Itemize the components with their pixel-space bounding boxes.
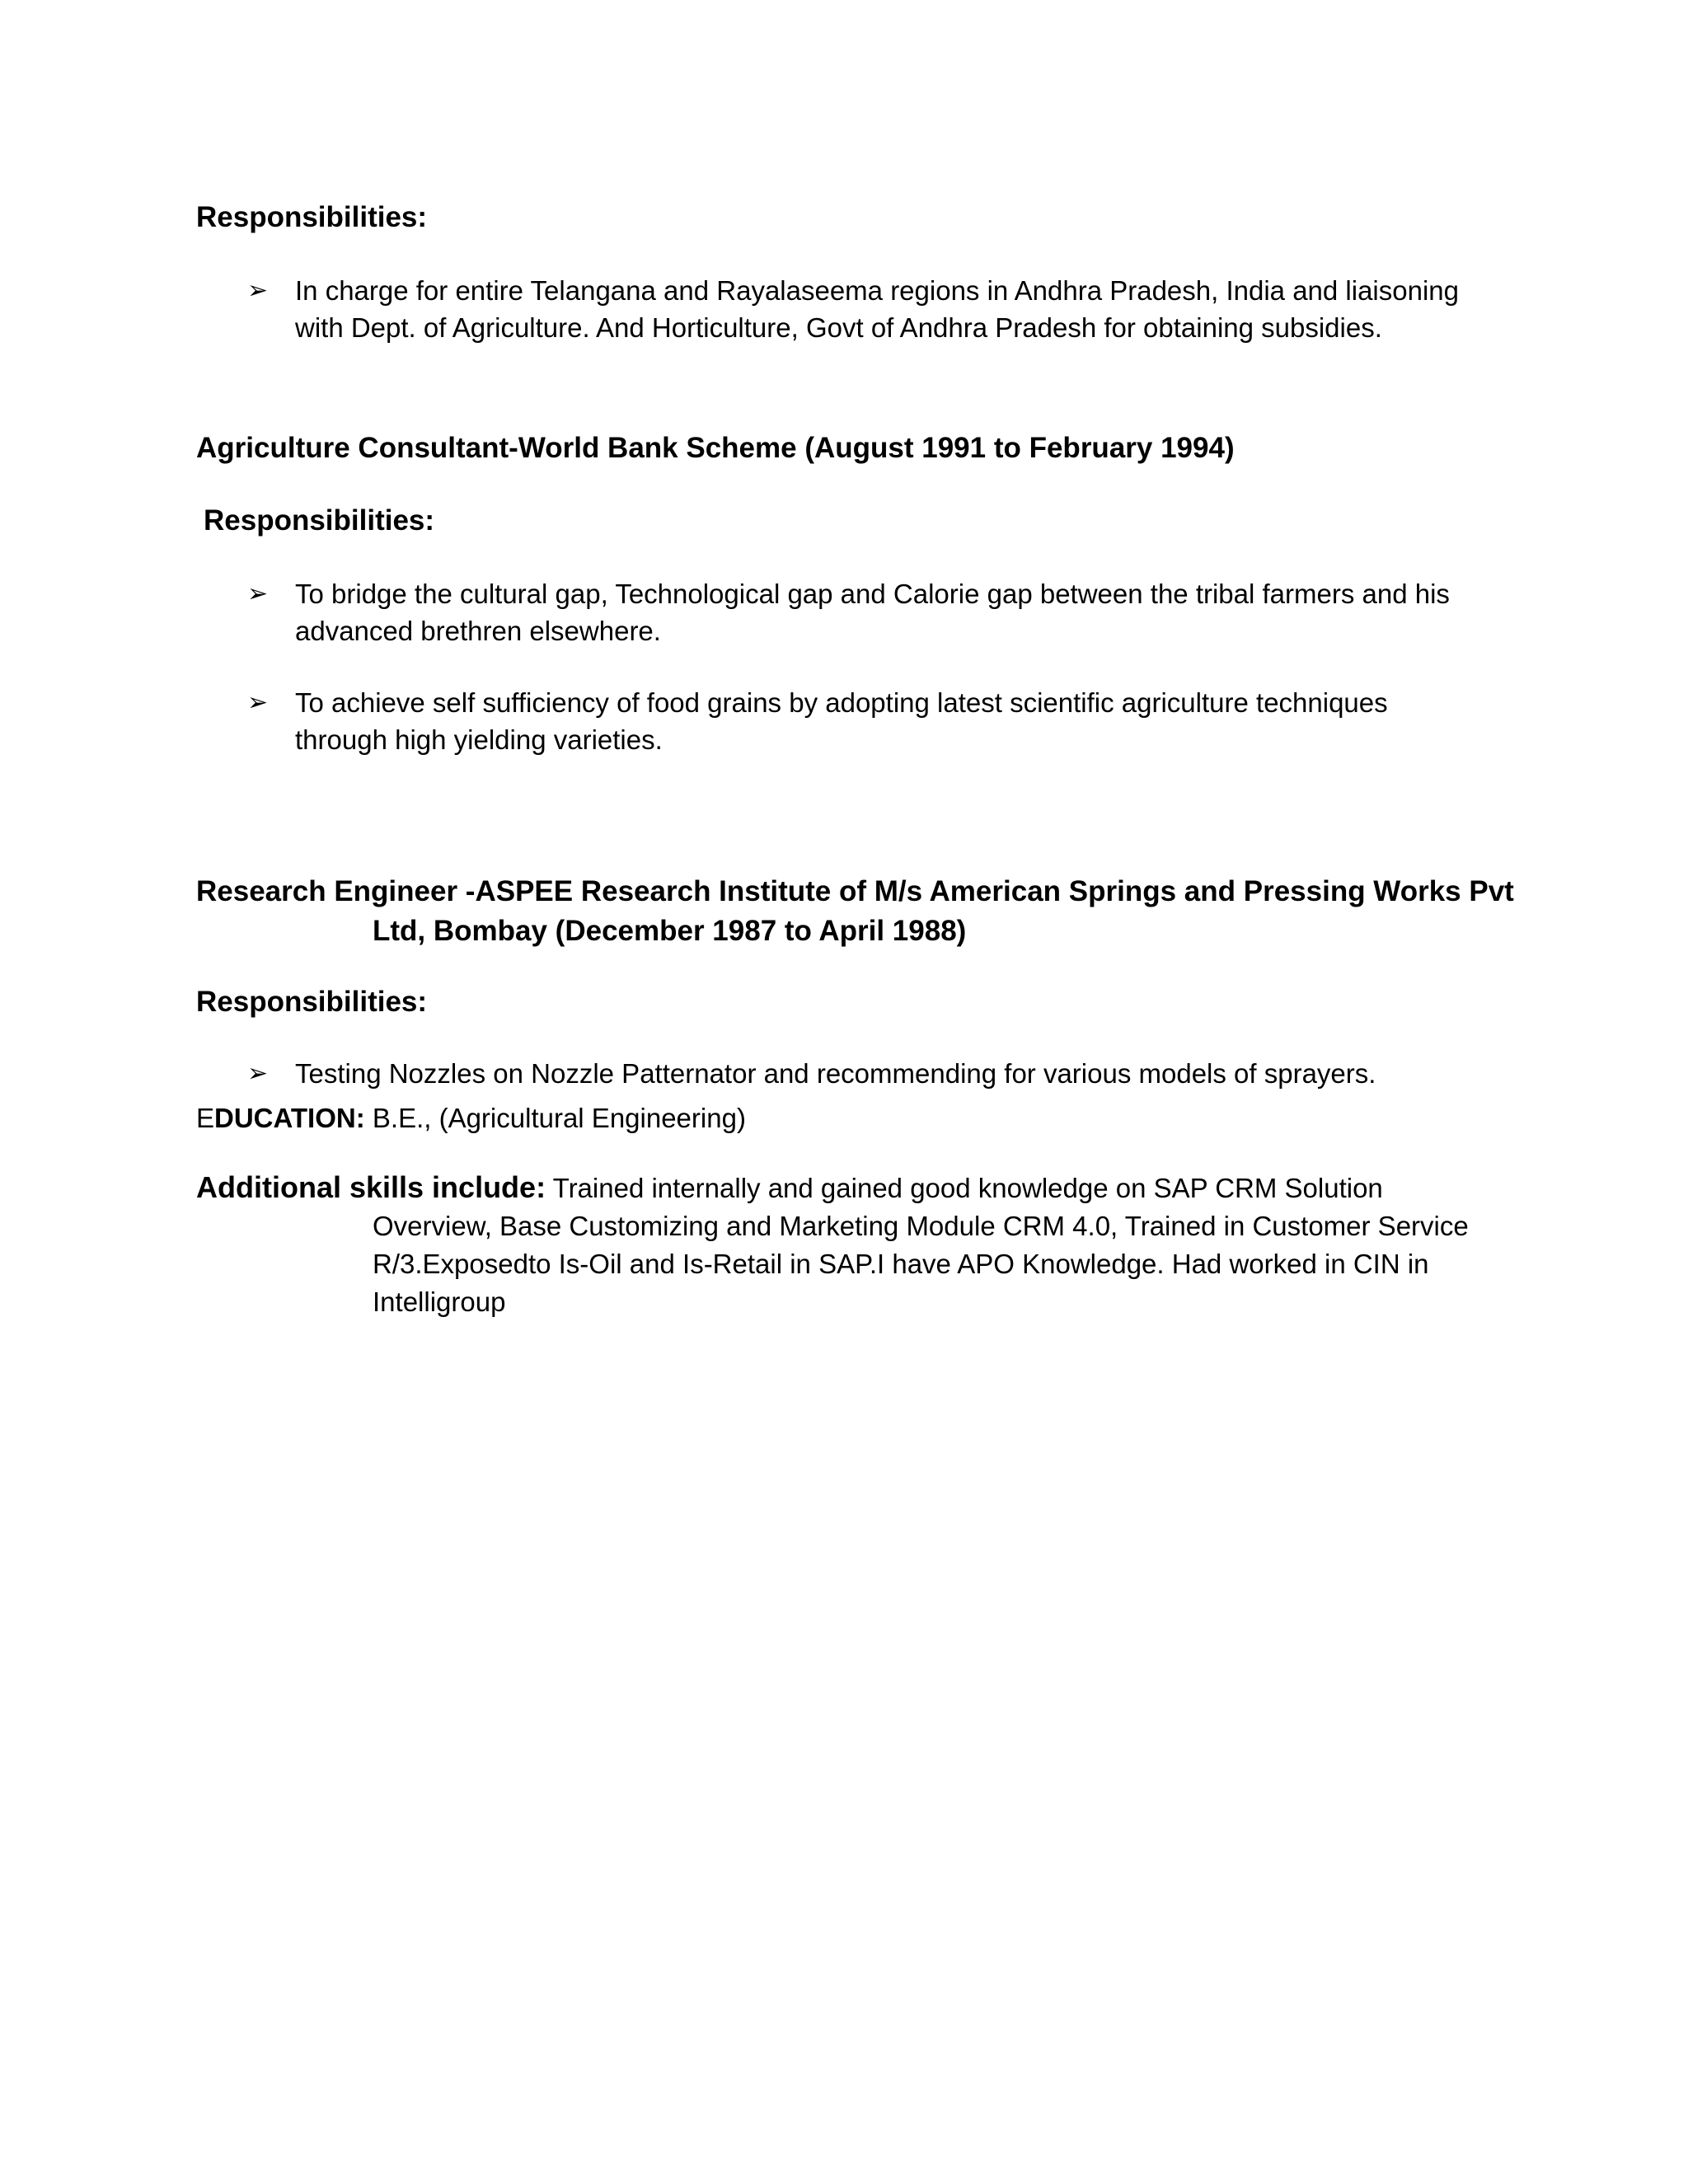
arrowhead-bullet-icon: ➢ bbox=[247, 1060, 269, 1087]
skills-text: Trained internally and gained good knowledge on SAP CRM Solution bbox=[546, 1173, 1383, 1203]
education-label: DUCATION: bbox=[214, 1103, 365, 1133]
skills-lead: Additional skills include: bbox=[196, 1170, 546, 1204]
bullet-line: advanced brethren elsewhere. bbox=[295, 616, 661, 646]
bullet-text bbox=[295, 1055, 1498, 1092]
bullet-text bbox=[295, 272, 1498, 346]
education-value: B.E., (Agricultural Engineering) bbox=[364, 1103, 746, 1133]
bullet-text bbox=[295, 575, 1498, 649]
skills-line bbox=[196, 1169, 1482, 1207]
job-title-line: Ltd, Bombay (December 1987 to April 1988) bbox=[373, 915, 967, 947]
responsibilities-heading: Responsibilities: bbox=[204, 504, 435, 537]
responsibilities-heading: Responsibilities: bbox=[196, 986, 428, 1018]
skills-line: Overview, Base Customizing and Marketing Module CRM 4.0, Trained in Customer Service bbox=[373, 1211, 1469, 1241]
bullet-line: To bridge the cultural gap, Technological gap and Calorie gap between the tribal farmers and his bbox=[295, 579, 1450, 609]
bullet-line: Testing Nozzles on Nozzle Patternator and recommending for various models of sprayers. bbox=[295, 1058, 1376, 1089]
additional-skills bbox=[196, 1169, 1482, 1321]
bullet-text bbox=[295, 684, 1498, 758]
arrowhead-bullet-icon: ➢ bbox=[247, 689, 269, 716]
arrowhead-bullet-icon: ➢ bbox=[247, 580, 269, 607]
bullet-line: through high yielding varieties. bbox=[295, 724, 663, 755]
education-label-first: E bbox=[196, 1103, 215, 1133]
job-title: Agriculture Consultant-World Bank Scheme (August 1991 to February 1994) bbox=[196, 432, 1235, 464]
bullet-line: with Dept. of Agriculture. And Horticulture, Govt of Andhra Pradesh for obtaining subsidies. bbox=[295, 312, 1382, 343]
bullet-line: To achieve self sufficiency of food grains by adopting latest scientific agriculture techniques bbox=[295, 687, 1388, 718]
skills-line: R/3.Exposedto Is-Oil and Is-Retail in SAP.I have APO Knowledge. Had worked in CIN in bbox=[373, 1249, 1429, 1279]
bullet-line: In charge for entire Telangana and Rayalaseema regions in Andhra Pradesh, India and liaisoning bbox=[295, 275, 1460, 306]
arrowhead-bullet-icon: ➢ bbox=[247, 277, 269, 304]
education-line bbox=[196, 1099, 746, 1137]
responsibilities-heading: Responsibilities: bbox=[196, 201, 428, 233]
job-title bbox=[196, 872, 1514, 951]
skills-line: Intelligroup bbox=[373, 1286, 506, 1317]
job-title-line: Research Engineer -ASPEE Research Institute of M/s American Springs and Pressing Works Pvt bbox=[196, 875, 1514, 907]
